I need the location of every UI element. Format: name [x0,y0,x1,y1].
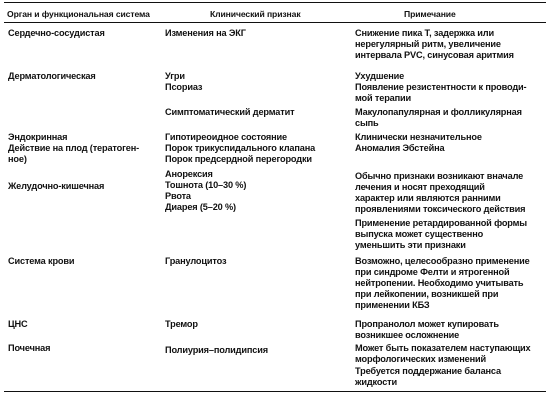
note-line: уменьшить эти признаки [355,240,466,250]
note-line: Может быть показателем наступающих [355,343,531,353]
sign-cell: Гипотиреоидное состояние [165,132,287,142]
sign-cell: Порок трикуспидального клапана [165,143,316,153]
note-line: при синдроме Фелти и ятрогенной [355,267,510,277]
note-line: морфологических изменений [355,354,486,364]
sign-cell: Гранулоцитоз [165,256,227,266]
sign-cell: Рвота [165,191,191,201]
sign-cell: Угри [165,71,185,81]
system-cell: Эндокринная [8,132,68,142]
note-line: Макулопапулярная и фолликулярная [355,107,522,117]
sign-cell: Псориаз [165,82,203,92]
note-line: Появление резистентности к проводи- [355,82,527,92]
note-line: выпуска может существенно [355,229,484,239]
note-line: Применение ретардированной формы [355,218,527,228]
sign-cell: Тошнота (10–30 %) [165,180,247,190]
note-line: проявлениями токсического действия [355,204,526,214]
note-line: Обычно признаки возникают вначале [355,171,524,181]
note-line: интервала PVC, синусовая аритмия [355,50,514,60]
system-cell: Система крови [8,256,75,266]
header-note: Примечание [404,9,456,19]
sign-cell: Анорексия [165,169,213,179]
system-cell: Действие на плод (тератоген- [8,143,140,153]
note-line: Клинически незначительное [355,132,482,142]
note-line: лечения и носят преходящий [355,182,485,192]
header-system: Орган и функциональная система [7,9,150,19]
note-line: нерегулярный ритм, увеличение [355,39,501,49]
note-line: мой терапии [355,93,412,103]
note-line: при лейкопении, возникшей при [355,289,499,299]
note-line: Пропранолол может купировать [355,319,499,329]
note-line: характер или являются ранними [355,193,501,203]
system-cell: Желудочно-кишечная [8,181,105,191]
system-cell: Почечная [8,343,51,353]
system-cell: ЦНС [8,319,28,329]
note-line: применении КБЗ [355,300,430,310]
system-cell: Сердечно-сосудистая [8,28,105,38]
note-line: Аномалия Эбстейна [355,143,445,153]
bottom-rule [4,391,546,392]
system-cell: Дерматологическая [8,71,96,81]
note-line: нейтропении. Необходимо учитывать [355,278,524,288]
sign-cell: Симптоматический дерматит [165,107,295,117]
header-sign: Клинический признак [210,9,301,19]
sign-cell: Изменения на ЭКГ [165,28,246,38]
sign-cell: Диарея (5–20 %) [165,202,236,212]
note-line: возникшее осложнение [355,330,460,340]
sign-cell: Порок предсердной перегородки [165,154,312,164]
sign-cell: Полиурия–полидипсия [165,345,268,355]
header-rule [4,22,546,23]
top-rule [4,2,546,3]
sign-cell: Тремор [165,319,198,329]
system-cell: ное) [8,154,27,164]
note-line: Требуется поддержание баланса [355,366,501,376]
note-line: жидкости [355,377,398,387]
note-line: сыпь [355,118,379,128]
note-line: Возможно, целесообразно применение [355,256,530,266]
note-line: Ухудшение [355,71,405,81]
note-line: Снижение пика Т, задержка или [355,28,494,38]
